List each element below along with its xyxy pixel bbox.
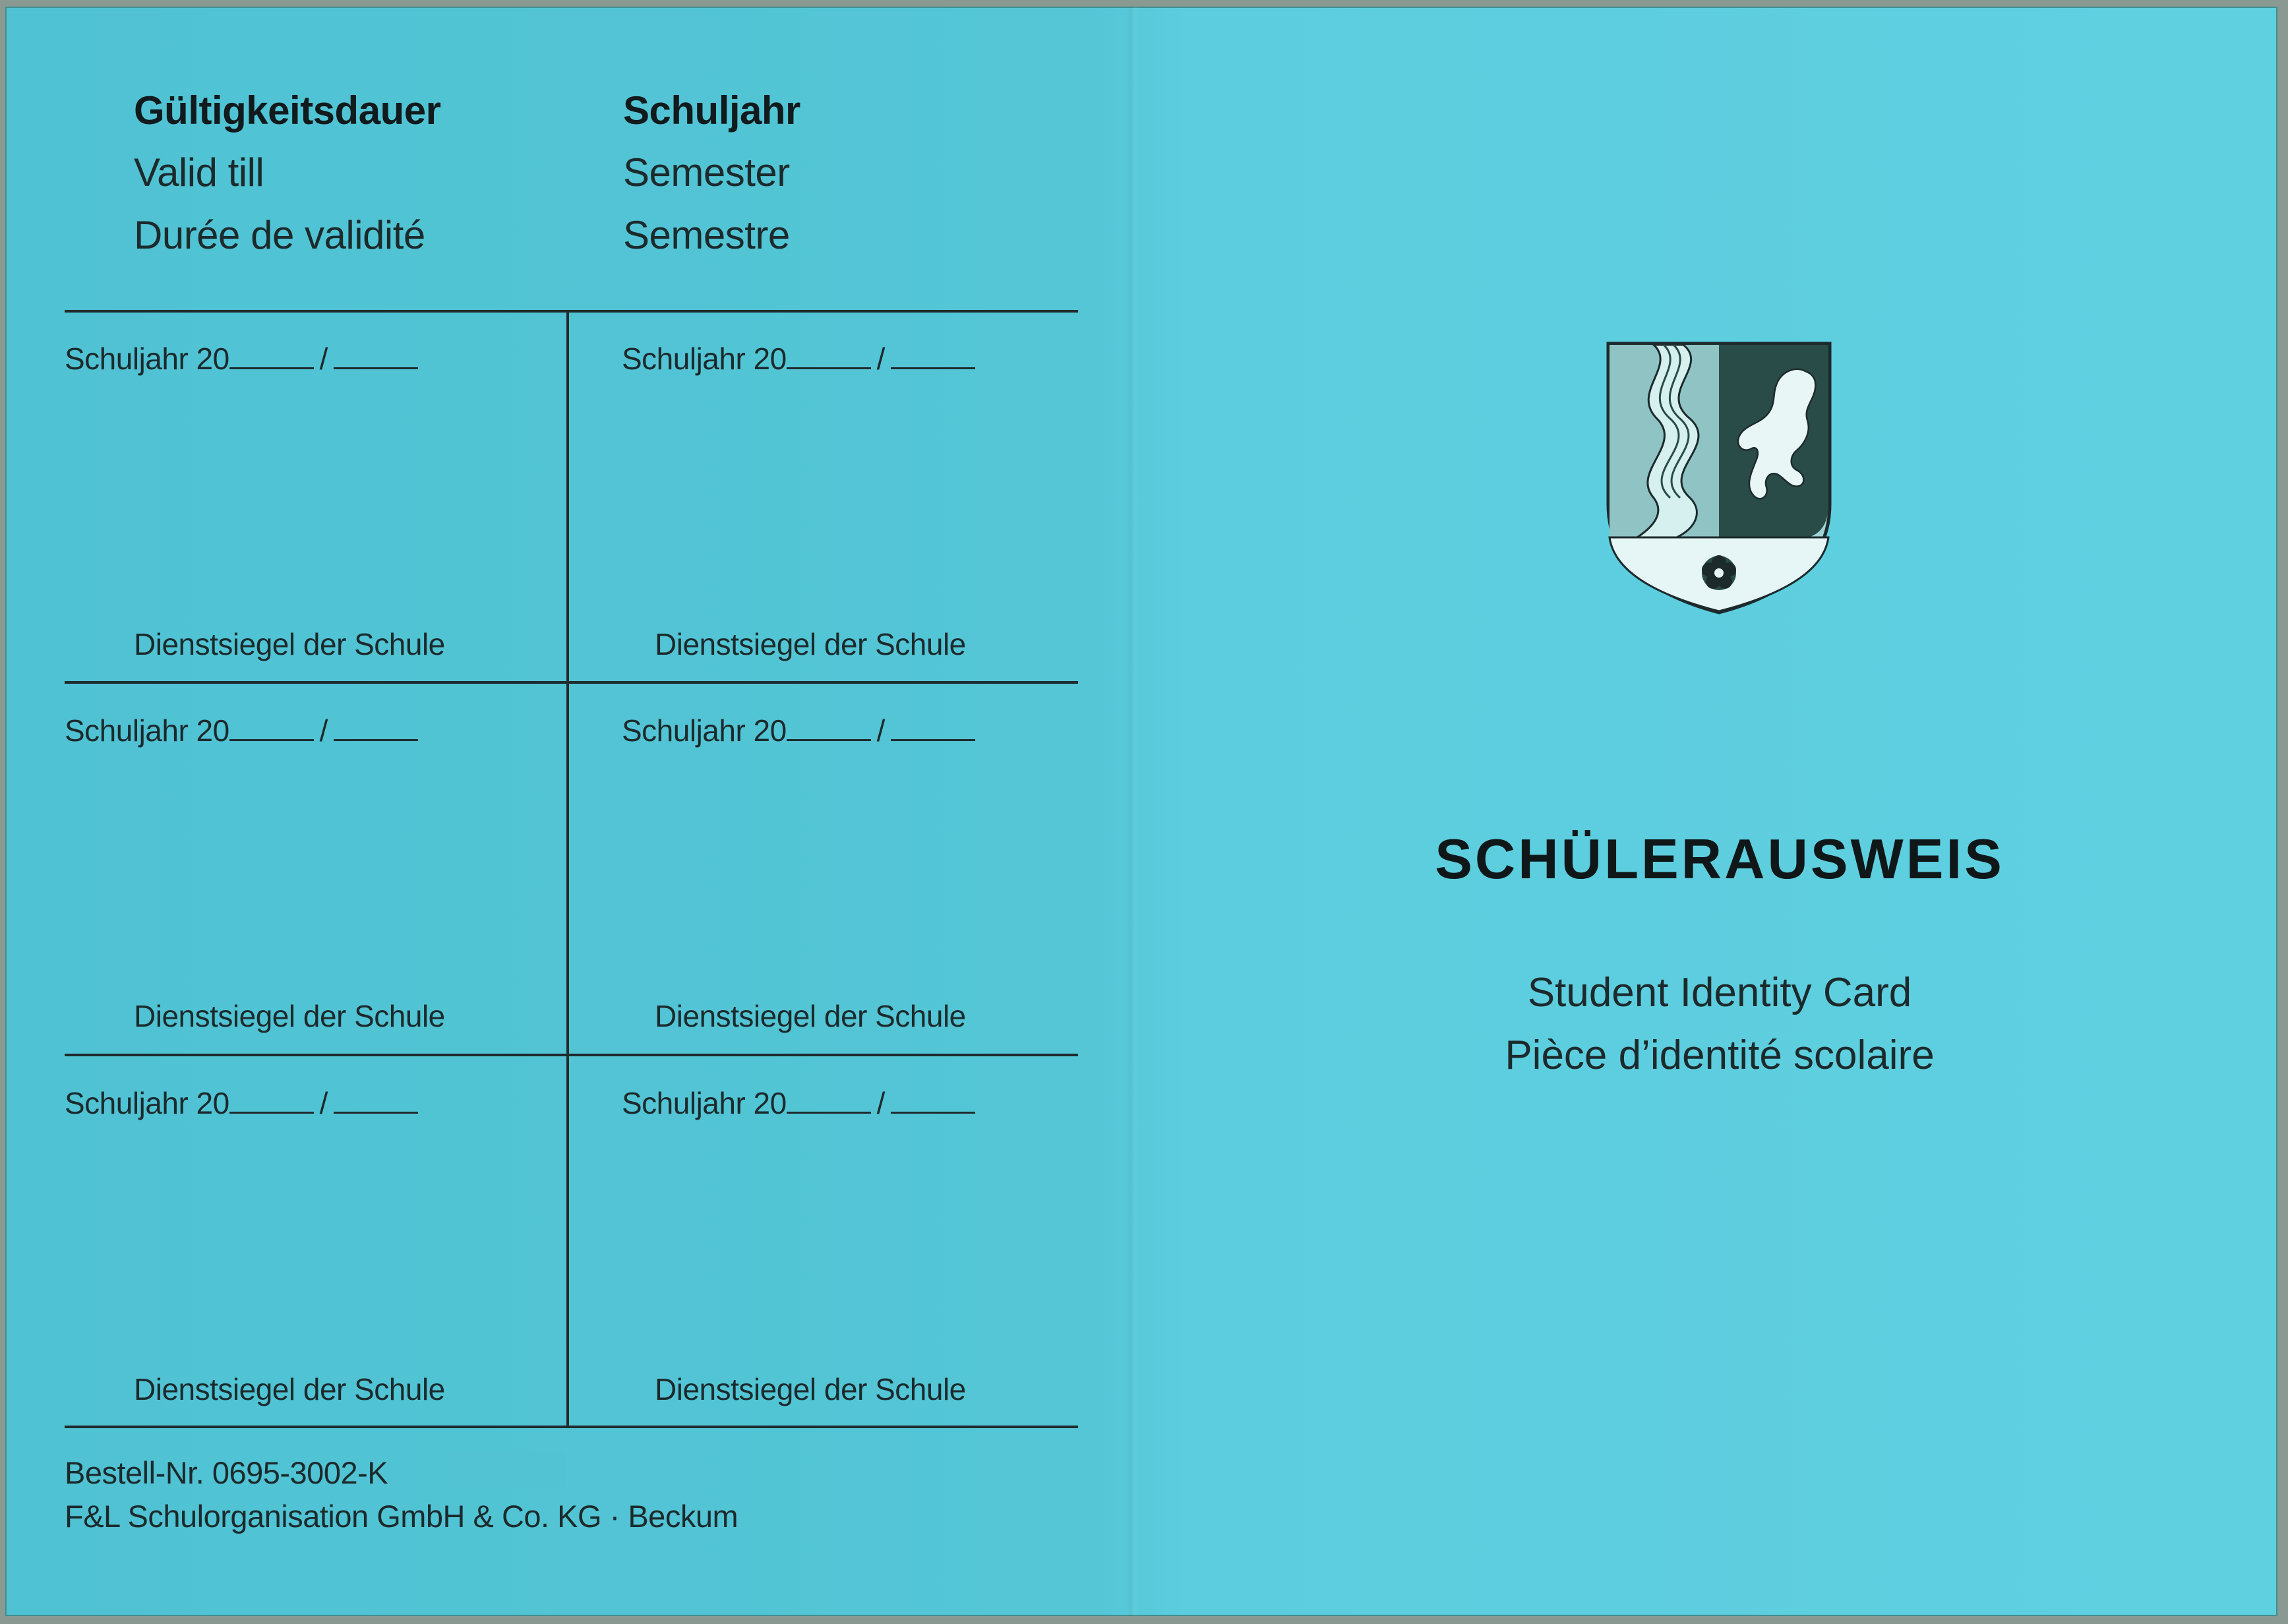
student-id-card bbox=[5, 7, 2277, 1616]
school-year-heading: Schuljahr bbox=[623, 88, 800, 133]
cell-seal-label: Dienstsiegel der Schule bbox=[134, 627, 445, 661]
school-year-english: Semester bbox=[623, 150, 790, 195]
cell-year-line: Schuljahr 20 / bbox=[65, 341, 418, 374]
cell-year-line: Schuljahr 20 / bbox=[622, 713, 975, 746]
cell-year-line: Schuljahr 20 / bbox=[65, 713, 418, 746]
cell-seal-label: Dienstsiegel der Schule bbox=[655, 1372, 966, 1406]
document-title: SCHÜLERAUSWEIS bbox=[1435, 828, 2004, 891]
cell-year-line: Schuljahr 20 / bbox=[622, 1085, 975, 1118]
subtitle-french: Pièce d’identité scolaire bbox=[1505, 1033, 1935, 1078]
school-year-french: Semestre bbox=[623, 213, 790, 257]
grid-rule-bottom bbox=[65, 1426, 1078, 1428]
cell-seal-label: Dienstsiegel der Schule bbox=[134, 1372, 445, 1406]
cell-seal-label: Dienstsiegel der Schule bbox=[655, 627, 966, 661]
grid-rule-1 bbox=[65, 681, 1078, 684]
redaction-patch bbox=[444, 1451, 566, 1487]
validity-english: Valid till bbox=[134, 150, 264, 195]
cell-seal-label: Dienstsiegel der Schule bbox=[134, 999, 445, 1033]
validity-french: Durée de validité bbox=[134, 213, 425, 257]
cell-seal-label: Dienstsiegel der Schule bbox=[655, 999, 966, 1033]
grid-rule-top bbox=[65, 310, 1078, 313]
subtitle-english: Student Identity Card bbox=[1527, 970, 1912, 1015]
order-number: Bestell-Nr. 0695-3002-K bbox=[65, 1455, 388, 1490]
nrw-coat-of-arms-icon bbox=[1604, 340, 1834, 617]
grid-rule-2 bbox=[65, 1054, 1078, 1056]
cell-year-line: Schuljahr 20 / bbox=[65, 1085, 418, 1118]
grid-rule-vertical bbox=[566, 310, 569, 1428]
card-fold bbox=[1126, 7, 1139, 1616]
cell-year-line: Schuljahr 20 / bbox=[622, 341, 975, 374]
publisher-line: F&L Schulorganisation GmbH & Co. KG · Beckum bbox=[65, 1499, 738, 1534]
validity-heading: Gültigkeitsdauer bbox=[134, 88, 441, 133]
